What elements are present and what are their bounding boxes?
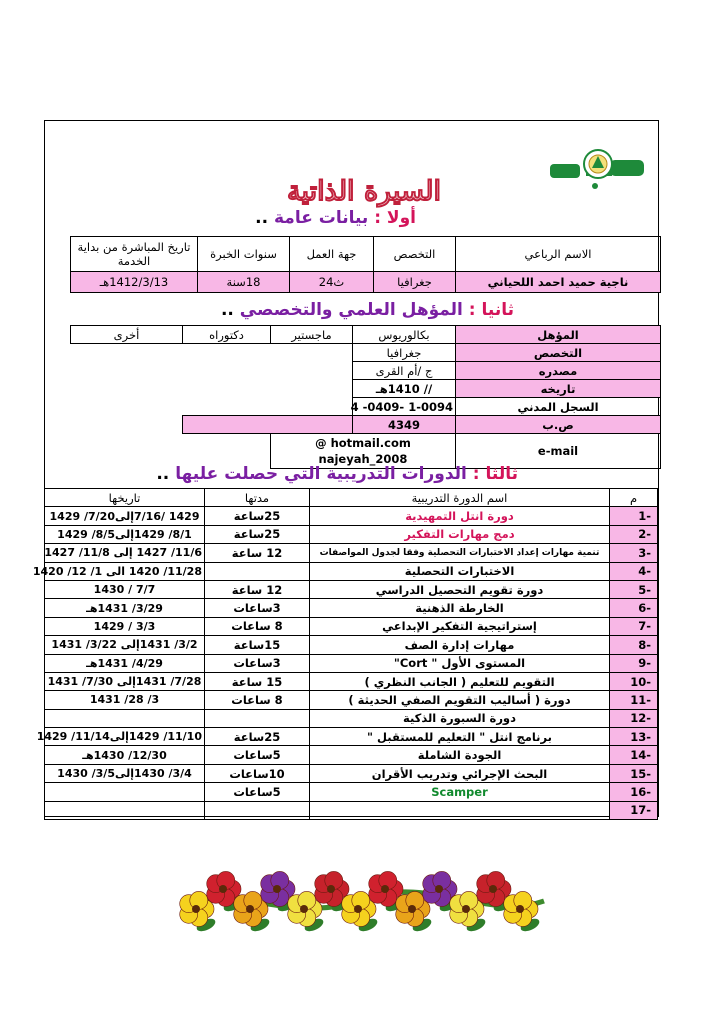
course-date: 3/2/ 1431إلى 3/22/ 1431 (45, 636, 205, 654)
course-duration: 12 ساعة (205, 544, 310, 562)
header-start-date: تاريخ المباشرة من بداية الخدمة (71, 237, 198, 272)
course-duration: 15 ساعة (205, 672, 310, 690)
course-number: -4 (610, 562, 658, 580)
course-date: 3/29/ 1431هـ (45, 599, 205, 617)
course-duration: 10ساعات (205, 764, 310, 782)
pobox-label: ص.ب (456, 416, 661, 434)
header-name: الاسم الرباعي (456, 237, 661, 272)
course-name: الجودة الشاملة (310, 746, 610, 764)
course-row (45, 728, 658, 746)
qual-master: ماجستير (271, 326, 353, 344)
course-row (45, 544, 658, 562)
course-date: 1429 /7/16إلى7/20/ 1429 (45, 507, 205, 525)
course-duration: 3ساعات (205, 599, 310, 617)
course-date: 4/29/ 1431هـ (45, 654, 205, 672)
courses-table (32, 488, 658, 820)
course-duration (205, 801, 310, 819)
course-row (45, 636, 658, 654)
qualification-table (70, 325, 661, 469)
course-number: -6 (610, 599, 658, 617)
specialty-label: التخصص (456, 344, 661, 362)
page-title: السيرة الذاتية (287, 176, 441, 207)
section-heading-general: أولا : بيانات عامة .. (255, 208, 416, 228)
value-name: ناجية حميد احمد اللحياني (456, 272, 661, 293)
course-row (45, 783, 658, 801)
course-row (45, 617, 658, 635)
course-duration: 5ساعات (205, 783, 310, 801)
course-row (45, 507, 658, 525)
empty-cell (71, 398, 353, 416)
course-number: -16 (610, 783, 658, 801)
course-number: -12 (610, 709, 658, 727)
course-name: دمج مهارات التفكير (310, 525, 610, 543)
course-name: الخارطة الذهنية (310, 599, 610, 617)
header-specialty: التخصص (374, 237, 456, 272)
course-name: دورة ( أساليب التقويم الصفي الحديثة ) (310, 691, 610, 709)
empty-cell (71, 416, 183, 434)
course-row (45, 654, 658, 672)
general-header-row (71, 237, 661, 272)
header-experience: سنوات الخبرة (198, 237, 290, 272)
header-employer: جهة العمل (290, 237, 374, 272)
course-name: إستراتيجية التفكير الإبداعي (310, 617, 610, 635)
course-date: 7/7 / 1430 (45, 580, 205, 598)
course-name: المستوى الأول " Cort" (310, 654, 610, 672)
email-domain: @ hotmail.com (315, 436, 411, 450)
header-course-name: اسم الدورة التدريبية (310, 489, 610, 507)
course-duration: 8 ساعات (205, 617, 310, 635)
course-duration: 8 ساعات (205, 691, 310, 709)
qual-date-row (71, 380, 661, 398)
header-date: تاريخها (45, 489, 205, 507)
course-row (45, 599, 658, 617)
course-date: 11/10/ 1429إلى11/14/ 1429 (45, 728, 205, 746)
course-date (45, 709, 205, 727)
qual-doctorate: دكتوراه (183, 326, 271, 344)
course-number: -5 (610, 580, 658, 598)
civil-label: السجل المدني (456, 398, 661, 416)
course-name: دورة تقويم التحصيل الدراسي (310, 580, 610, 598)
course-number: -7 (610, 617, 658, 635)
course-name: التقويم للتعليم ( الجانب النظري ) (310, 672, 610, 690)
course-date (45, 801, 205, 819)
qual-degree-row (71, 326, 661, 344)
course-number: -3 (610, 544, 658, 562)
course-number: -8 (610, 636, 658, 654)
flower-border-icon (178, 855, 550, 943)
section-heading-courses: ثالثا : الدورات التدريبية التي حصلت عليها .. (156, 464, 518, 484)
course-date: 3/4/ 1430إلى3/5/ 1430 (45, 764, 205, 782)
course-row (45, 691, 658, 709)
course-row (45, 672, 658, 690)
course-date (45, 783, 205, 801)
qual-pobox-row (71, 416, 661, 434)
course-number: -9 (610, 654, 658, 672)
specialty-value: جغرافيا (353, 344, 456, 362)
value-start-date: 1412/3/13هـ (71, 272, 198, 293)
course-date: 11/6/ 1427 إلى 11/8/ 1427 (45, 544, 205, 562)
course-name: دورة انتل التمهيدية (310, 507, 610, 525)
qual-other: أخرى (71, 326, 183, 344)
course-date: 11/28/ 1420 الى 1/ 12/ 1420 (45, 562, 205, 580)
course-row (45, 746, 658, 764)
empty-cell (71, 344, 353, 362)
course-number: -13 (610, 728, 658, 746)
course-row (45, 562, 658, 580)
courses-header-row (45, 489, 658, 507)
course-date: 3/3 / 1429 (45, 617, 205, 635)
source-value: ج /أم القرى (353, 362, 456, 380)
course-number: -1 (610, 507, 658, 525)
value-employer: ث24 (290, 272, 374, 293)
general-info-table (70, 236, 661, 293)
empty-cell (71, 362, 353, 380)
civil-value: 1-0094 -0409- 4 (353, 398, 456, 416)
qual-specialty-row (71, 344, 661, 362)
course-name: Scamper (310, 783, 610, 801)
course-row (45, 764, 658, 782)
course-number: -11 (610, 691, 658, 709)
course-date: 8/1/ 1429إلى8/5/ 1429 (45, 525, 205, 543)
email-user: najeyah_2008 (318, 452, 408, 466)
course-number: -15 (610, 764, 658, 782)
section-heading-qualification: ثانيا : المؤهل العلمي والتخصصي .. (220, 300, 514, 320)
course-name: الاختبارات التحصلية (310, 562, 610, 580)
empty-cell (71, 380, 353, 398)
course-duration (205, 709, 310, 727)
header-number: م (610, 489, 658, 507)
course-number: -17 (610, 801, 658, 819)
course-name (310, 801, 610, 819)
course-name: دورة السبورة الذكية (310, 709, 610, 727)
course-name: برنامج انتل " التعليم للمستقبل " (310, 728, 610, 746)
date-label: تاريخه (456, 380, 661, 398)
course-duration: 5ساعات (205, 746, 310, 764)
pobox-fill (183, 416, 353, 434)
course-duration (205, 562, 310, 580)
pobox-value: 4349 (353, 416, 456, 434)
course-number: -10 (610, 672, 658, 690)
course-duration: 12 ساعة (205, 580, 310, 598)
course-row (45, 801, 658, 819)
qual-bachelor: بكالوريوس (353, 326, 456, 344)
course-duration: 25ساعة (205, 728, 310, 746)
qual-civil-row (71, 398, 661, 416)
header-duration: مدتها (205, 489, 310, 507)
course-number: -14 (610, 746, 658, 764)
course-row (45, 580, 658, 598)
general-values-row (71, 272, 661, 293)
course-name: مهارات إدارة الصف (310, 636, 610, 654)
course-name: تنمية مهارات إعداد الاختبارات التحصلية وفقا لجدول المواصفات (310, 544, 610, 562)
course-duration: 25ساعة (205, 507, 310, 525)
qual-source-row (71, 362, 661, 380)
course-row (45, 525, 658, 543)
qual-label: المؤهل (456, 326, 661, 344)
value-specialty: جغرافيا (374, 272, 456, 293)
course-row (45, 709, 658, 727)
course-number: -2 (610, 525, 658, 543)
source-label: مصدره (456, 362, 661, 380)
value-experience: 18سنة (198, 272, 290, 293)
course-duration: 3ساعات (205, 654, 310, 672)
course-name: البحث الإجرائي وتدريب الأقران (310, 764, 610, 782)
email-label: e-mail (456, 434, 661, 469)
course-duration: 15ساعة (205, 636, 310, 654)
course-date: 7/28/ 1431إلى 7/30/ 1431 (45, 672, 205, 690)
course-date: 12/30/ 1430هـ (45, 746, 205, 764)
course-duration: 25ساعة (205, 525, 310, 543)
course-date: 3/ 28/ 1431 (45, 691, 205, 709)
date-value: // 1410هـ (353, 380, 456, 398)
